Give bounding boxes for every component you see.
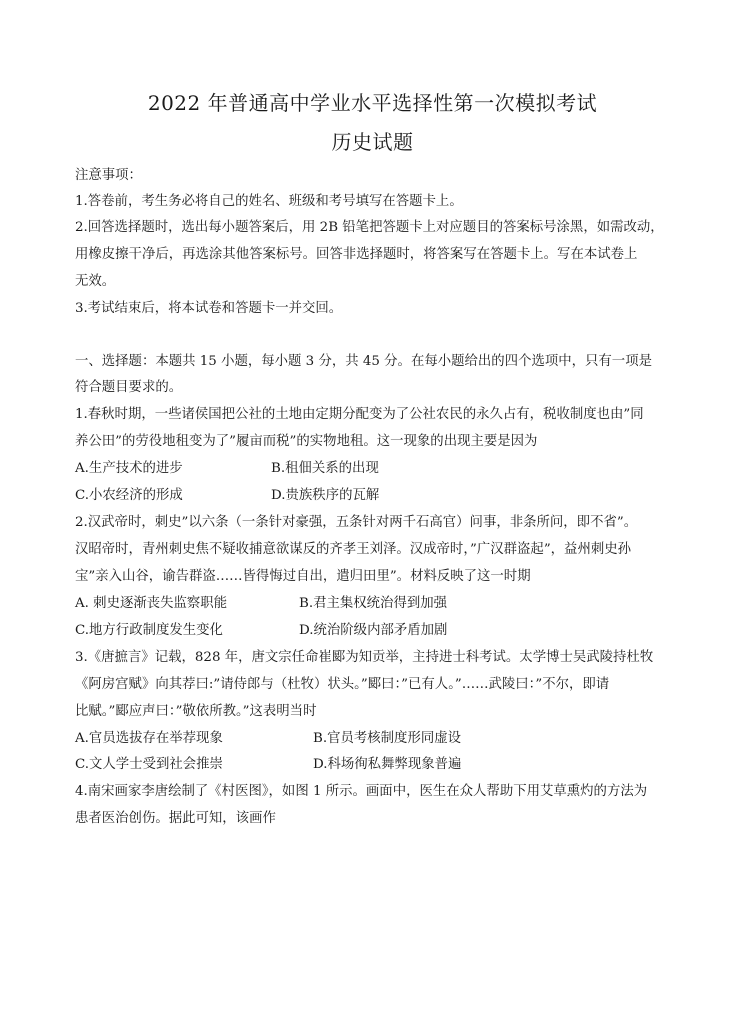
question-2-stem: 2.汉武帝时，刺史”以六条（一条针对豪强，五条针对两千石高官）问事，非条所问，即不省”。: [75, 515, 638, 530]
note-line: 1.答卷前，考生务必将自己的姓名、班级和考号填写在答题卡上。: [75, 194, 463, 209]
question-3-option-c: C.文人学士受到社会推崇: [75, 757, 223, 772]
question-1-option-c: C.小农经济的形成: [75, 488, 183, 503]
note-line: 无效。: [75, 274, 116, 289]
question-1-stem: 养公田”的劳役地租变为了”履亩而税”的实物地租。这一现象的出现主要是因为: [75, 434, 538, 449]
note-line: 3.考试结束后，将本试卷和答题卡一并交回。: [75, 301, 343, 316]
question-2-option-a: A. 刺史逐渐丧失监察职能: [75, 596, 228, 611]
question-2-stem: 汉昭帝时，青州刺史焦不疑收捕意欲谋反的齐孝王刘泽。汉成帝时，”广汉群盗起”，益州刺史孙: [75, 542, 632, 557]
question-3-option-b: B.官员考核制度形同虚设: [313, 731, 462, 746]
question-1-option-a: A.生产技术的进步: [75, 461, 183, 476]
question-3-option-a: A.官员选拔存在举荐现象: [75, 731, 223, 746]
section-instruction: 一、选择题：本题共 15 小题，每小题 3 分，共 45 分。在每小题给出的四个选项中，只有一项是: [75, 354, 652, 369]
question-3-stem: 《阿房宫赋》向其荐曰:”请侍郎与（杜牧）状头。”郾曰：”已有人。”……武陵曰：”不尔，即请: [75, 677, 610, 692]
notes-heading: 注意事项：: [75, 168, 142, 183]
question-3-option-d: D.科场徇私舞弊现象普遍: [313, 757, 462, 772]
question-1-option-d: D.贵族秩序的瓦解: [271, 488, 380, 503]
note-line: 2.回答选择题时，选出每小题答案后，用 2B 铅笔把答题卡上对应题目的答案标号涂黑，如需改动，: [75, 220, 664, 235]
question-2-option-c: C.地方行政制度发生变化: [75, 623, 223, 638]
exam-subtitle: 历史试题: [331, 130, 414, 154]
question-2-stem: 宝”亲入山谷，谕告群盗……皆得悔过自出，遣归田里”。材料反映了这一时期: [75, 569, 531, 584]
exam-title: 2022 年普通高中学业水平选择性第一次模拟考试: [147, 91, 598, 115]
question-3-stem: 3.《唐摭言》记载，828 年，唐文宗任命崔郾为知贡举，主持进士科考试。太学博士吴武陵持杜牧: [75, 650, 654, 665]
section-instruction: 符合题目要求的。: [75, 380, 183, 395]
note-line: 用橡皮擦干净后，再选涂其他答案标号。回答非选择题时，将答案写在答题卡上。写在本试卷上: [75, 247, 638, 262]
question-4-stem: 4.南宋画家李唐绘制了《村医图》，如图 1 所示。画面中，医生在众人帮助下用艾草熏灼的方法为: [75, 784, 648, 799]
question-4-stem: 患者医治创伤。据此可知，该画作: [75, 811, 276, 826]
question-3-stem: 比赋。”郾应声曰：”敬依所教。”这表明当时: [75, 704, 317, 719]
question-1-stem: 1.春秋时期，一些诸侯国把公社的土地由定期分配变为了公社农民的永久占有，税收制度也由”同: [75, 407, 644, 422]
question-2-option-b: B.君主集权统治得到加强: [299, 596, 448, 611]
question-2-option-d: D.统治阶级内部矛盾加剧: [299, 623, 448, 638]
question-1-option-b: B.租佃关系的出现: [271, 461, 379, 476]
